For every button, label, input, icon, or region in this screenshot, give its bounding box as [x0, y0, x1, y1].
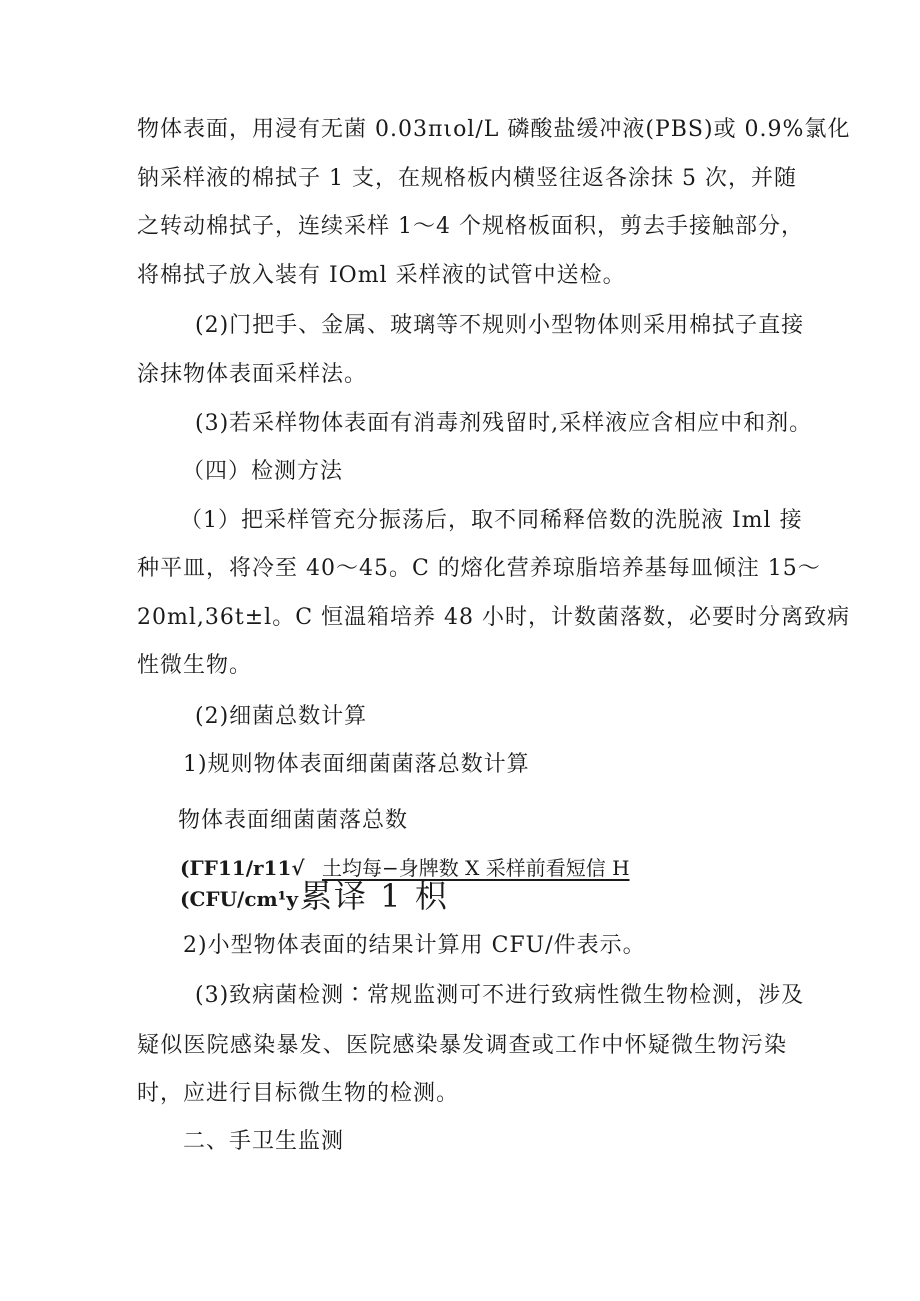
section-heading: （四）检测方法	[182, 459, 344, 484]
paragraph-line: 20ml,36t±l。C 恒温箱培养 48 小时，计数菌落数，必要时分离致病	[137, 605, 850, 630]
paragraph-line: (3)若采样物体表面有消毒剂残留时,采样液应含相应中和剂。	[195, 411, 813, 436]
section-heading: 二、手卫生监测	[183, 1129, 345, 1154]
paragraph-line: 疑似医院感染暴发、医院感染暴发调查或工作中怀疑微生物污染	[137, 1033, 787, 1058]
paragraph-line: 之转动棉拭子，连续采样 1～4 个规格板面积，剪去手接触部分，	[137, 214, 804, 239]
formula-numerator-left: (ΓF11/r11√	[180, 856, 305, 880]
paragraph-line: （1）把采样管充分振荡后，取不同稀释倍数的洗脱液 Iml 接	[180, 508, 803, 533]
paragraph-line: 涂抹物体表面采样法。	[137, 362, 368, 387]
paragraph-line: 时，应进行目标微生物的检测。	[137, 1081, 460, 1106]
paragraph-line: 钠采样液的棉拭子 1 支，在规格板内横竖往返各涂抹 5 次，并随	[137, 166, 797, 191]
paragraph-line: 物体表面，用浸有无菌 0.03πιol∕L 磷酸盐缓冲液(PBS)或 0.9%氯化	[137, 117, 851, 142]
paragraph-line: (2)门把手、金属、玻璃等不规则小型物体则采用棉拭子直接	[195, 313, 805, 338]
formula-unit: (CFU/cm¹y	[180, 887, 299, 911]
formula-denominator: 累译 1 枳	[300, 877, 449, 915]
paragraph-line: (2)细菌总数计算	[195, 704, 368, 729]
paragraph-line: 性微生物。	[137, 653, 253, 678]
paragraph-line: (3)致病菌检测∶常规监测可不进行致病性微生物检测，涉及	[195, 983, 805, 1008]
paragraph-line: 2)小型物体表面的结果计算用 CFU/件表示。	[183, 933, 646, 958]
formula-numerator: 土均每−身牌数 X 采样前看短信 H	[322, 856, 630, 880]
paragraph-line: 1)规则物体表面细菌菌落总数计算	[183, 752, 530, 777]
paragraph-line: 种平皿，将冷至 40～45。C 的熔化营养琼脂培养基每皿倾注 15～	[137, 556, 821, 581]
paragraph-line: 将棉拭子放入装有 IOml 采样液的试管中送检。	[137, 263, 626, 288]
formula-label: 物体表面细菌菌落总数	[178, 808, 409, 833]
